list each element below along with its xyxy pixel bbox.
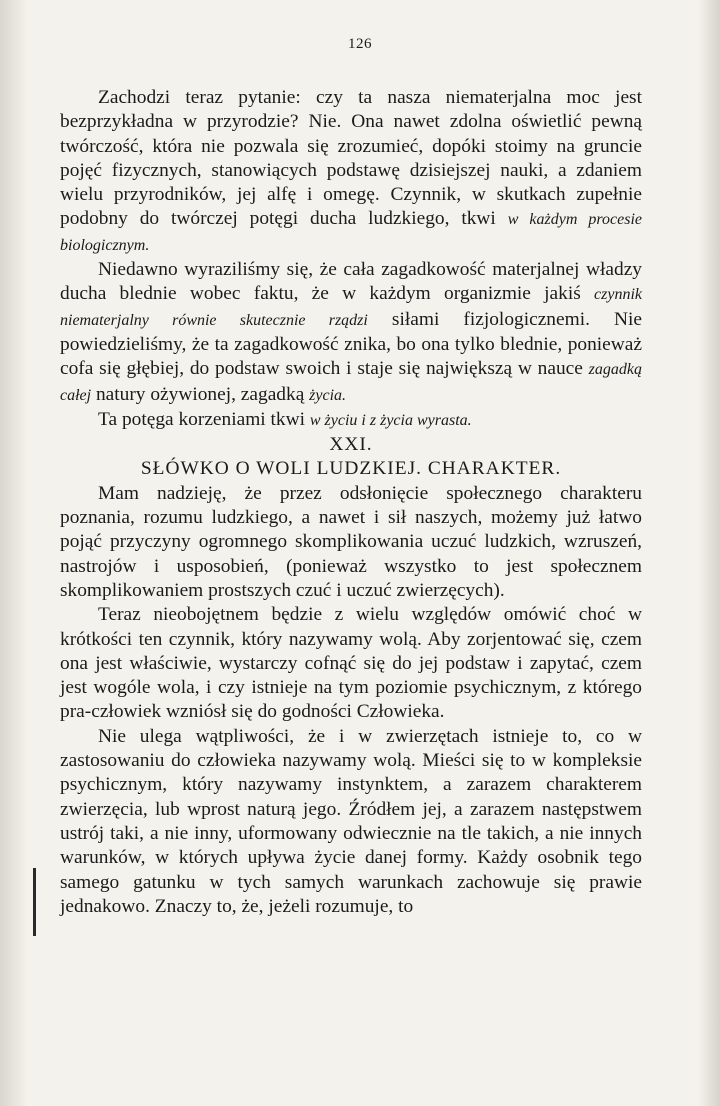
paragraph	[60, 603, 642, 724]
italic-text-run: w życiu i z życia wyrasta.	[309, 411, 472, 429]
paragraph	[60, 258, 642, 408]
chapter-number: XXI.	[329, 434, 373, 456]
paragraph	[60, 86, 642, 258]
page-left-edge-shadow	[0, 0, 28, 1106]
page-number: 126	[348, 36, 372, 52]
paragraph	[60, 408, 642, 433]
italic-text-run: zagadką całej	[60, 361, 642, 404]
text-run: Zachodzi teraz pytanie: czy ta nasza niematerjalna moc jest bezprzykładna w przyrodzie? Nie. Ona nawet zdolna oświetlić pewną twórczość, która nie pozwala się zrozumieć, dopóki stoimy na gruncie pojęć fizycznych, stanowiących podstawę dzisiejszej nauki, a zdaniem wielu przyrodników, jej alfę i omegę. Czynnik, w skutkach zupełnie podobny do twórczej potęgi ducha ludzkiego, tkwi	[60, 87, 642, 230]
text-run: Ta potęga korzeniami tkwi	[98, 408, 310, 430]
chapter-title: SŁÓWKO O WOLI LUDZKIEJ. CHARAKTER.	[140, 458, 562, 480]
text-run: natury ożywionej, zagadką	[91, 383, 310, 405]
margin-pencil-mark	[33, 868, 36, 936]
text-run: Teraz nieobojętnem będzie z wielu względów omówić choć w krótkości ten czynnik, który nazywamy wolą. Aby zorjentować się, czem ona jest właściwie, wystarczy cofnąć się do jej podstaw i zapytać, czem jest wogóle wola, i czy istnieje na tym poziomie psychicznym, z którego pra-człowiek wzniósł się do godności Człowieka.	[60, 604, 642, 723]
paragraph	[60, 482, 642, 603]
text-run: Niedawno wyraziliśmy się, że cała zagadkowość materjalnej władzy ducha blednie wobec faktu, że w każdym organizmie jakiś	[60, 259, 642, 305]
text-run: siłami fizjologicznemi. Nie powiedzieliśmy, że ta zagadkowość znika, bo ona tylko blednie, ponieważ cofa się głębiej, do podstaw swoich i staje się największą w nauce	[60, 308, 642, 380]
text-run: Nie ulega wątpliwości, że i w zwierzętach istnieje to, co w zastosowaniu do człowieka nazywamy wolą. Mieści się to w kompleksie psychicznym, który nazywamy instynktem, a zarazem charakterem zwierzęcia, lub wprost naturą jego. Źródłem jej, a zarazem następstwem ustrój taki, a nie inny, uformowany odwiecznie na tle takich, a nie innych warunków, w których upływa życie danej formy. Każdy osobnik tego samego gatunku w tych samych warunkach zachowuje się prawie jednakowo. Znaczy to, że, jeżeli rozumuje, to	[60, 725, 642, 917]
italic-text-run: życia.	[309, 386, 347, 404]
text-run: Mam nadzieję, że przez odsłonięcie społecznego charakteru poznania, rozumu ludzkiego, a nawet i sił naszych, możemy już łatwo pojąć przyczyny ogromnego skomplikowania uczuć ludzkich, wzruszeń, nastrojów i usposobień, (ponieważ wszystko to jest społecznem skomplikowaniem prostszych czuć i uczuć zwierzęcych).	[60, 482, 642, 601]
italic-text-run: w każdym procesie biologicznym.	[60, 211, 643, 254]
body-text	[60, 86, 642, 919]
italic-text-run: czynnik niematerjalny równie skutecznie rządzi	[60, 286, 642, 329]
paragraph	[60, 725, 642, 919]
page-right-edge-shadow	[698, 0, 720, 1106]
